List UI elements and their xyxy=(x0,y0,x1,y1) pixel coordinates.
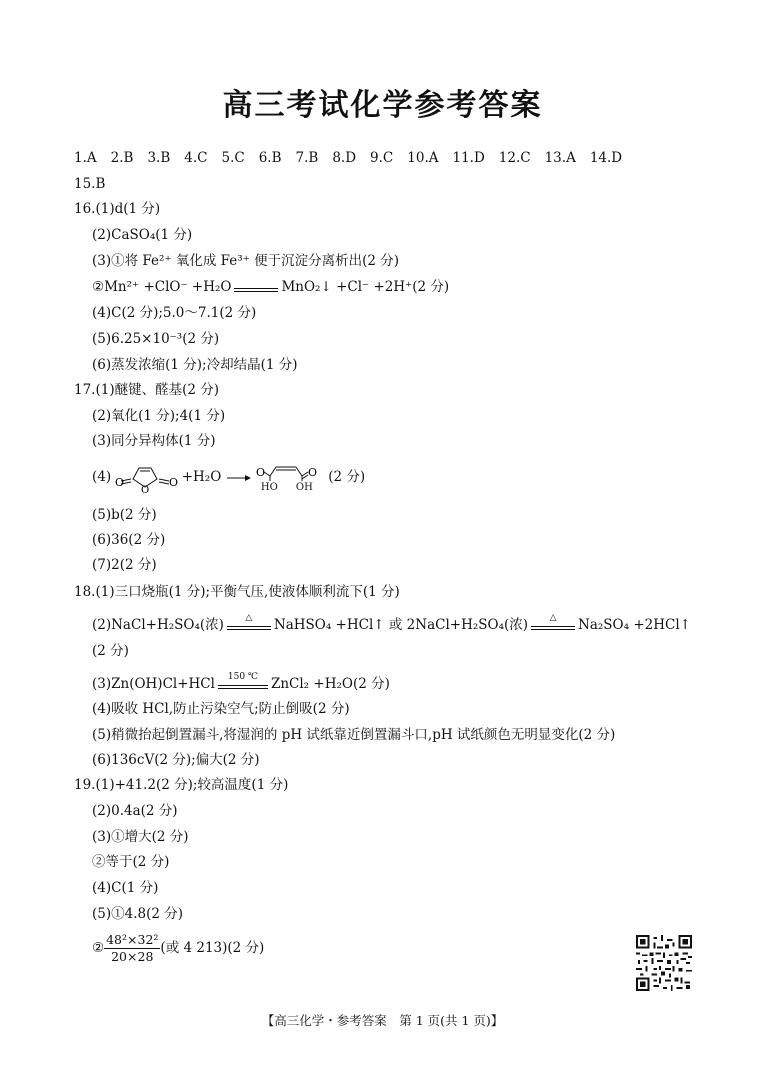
q18-equation xyxy=(92,612,691,635)
condition-arrow xyxy=(218,671,268,694)
mcq-item: 14.D xyxy=(589,150,623,166)
maleic-anhydride-structure xyxy=(115,463,179,496)
mcq-item: 5.C xyxy=(221,150,245,166)
q18-line: (2 分) xyxy=(92,643,129,659)
q18-line: (6)136cV(2 分);偏大(2 分) xyxy=(92,752,260,768)
equation-left: (3)Zn(OH)Cl+HCl xyxy=(92,676,215,692)
equals-sign xyxy=(234,279,278,297)
page-footer: 【高三化学・参考答案 第 1 页(共 1 页)】 xyxy=(261,1013,504,1028)
mcq-item: 1.A xyxy=(74,150,97,166)
mcq-item: 13.A xyxy=(544,150,576,166)
q19-line: (3)①增大(2 分) xyxy=(92,829,189,845)
mcq-item: 9.C xyxy=(370,150,394,166)
hydroxyl-label: OH xyxy=(295,481,313,493)
q17-score: (2 分) xyxy=(328,469,366,485)
equation-right: Na₂SO₄ +2HCl↑ xyxy=(578,617,691,633)
q17-line: (6)36(2 分) xyxy=(92,532,166,548)
heat-arrow xyxy=(531,612,575,635)
mcq-item: 2.B xyxy=(110,150,134,166)
q16-line: (2)CaSO₄(1 分) xyxy=(92,227,193,243)
svg-text:O: O xyxy=(307,465,317,479)
reaction-arrow xyxy=(226,471,252,485)
q17-line: (3)同分异构体(1 分) xyxy=(92,433,216,449)
q18-line: 18.(1)三口烧瓶(1 分);平衡气压,使液体顺利流下(1 分) xyxy=(74,584,400,600)
maleic-acid-structure xyxy=(256,463,324,493)
q16-line: (3)①将 Fe²⁺ 氧化成 Fe³⁺ 便于沉淀分离析出(2 分) xyxy=(92,253,400,269)
q17-reaction xyxy=(92,462,366,496)
q17-line: (7)2(2 分) xyxy=(92,557,157,573)
q18-equation xyxy=(92,671,390,694)
qr-code-icon xyxy=(636,935,692,991)
q19-line: 19.(1)+41.2(2 分);较高温度(1 分) xyxy=(74,777,289,793)
equation-right: MnO₂↓ +Cl⁻ +2H⁺(2 分) xyxy=(281,279,450,295)
q16-line: 16.(1)d(1 分) xyxy=(74,201,161,217)
svg-text:O: O xyxy=(255,465,265,479)
svg-text:O: O xyxy=(115,475,125,489)
q19-score: (或 4 213)(2 分) xyxy=(160,940,265,956)
heat-symbol: △ xyxy=(245,612,253,623)
mcq-answer-15: 15.B xyxy=(74,176,106,192)
equation-left: (2)NaCl+H₂SO₄(浓) xyxy=(92,617,224,633)
mcq-item: 7.B xyxy=(295,150,319,166)
q19-line: ②等于(2 分) xyxy=(92,854,170,870)
mcq-item: 3.B xyxy=(147,150,171,166)
equation-right: ZnCl₂ +H₂O(2 分) xyxy=(270,676,390,692)
water-term: +H₂O xyxy=(181,469,222,485)
q17-line: (5)b(2 分) xyxy=(92,507,157,523)
q18-line: (4)吸收 HCl,防止污染空气;防止倒吸(2 分) xyxy=(92,701,350,717)
q17-sub-label: (4) xyxy=(92,469,112,485)
svg-text:O: O xyxy=(141,484,150,496)
svg-text:O: O xyxy=(169,475,179,489)
q16-line: (6)蒸发浓缩(1 分);冷却结晶(1 分) xyxy=(92,357,298,373)
mcq-item: 11.D xyxy=(452,150,485,166)
q17-line: (2)氧化(1 分);4(1 分) xyxy=(92,408,226,424)
fraction-numerator: 48²×32² xyxy=(106,932,159,947)
equation-left: ②Mn²⁺ +ClO⁻ +H₂O xyxy=(92,279,232,295)
mcq-answers xyxy=(74,149,622,167)
temperature-condition: 150 ℃ xyxy=(227,671,258,682)
mcq-item: 12.C xyxy=(498,150,531,166)
hydroxyl-label: HO xyxy=(260,481,278,493)
fraction-denominator: 20×28 xyxy=(111,949,154,964)
q19-line: (2)0.4a(2 分) xyxy=(92,803,178,819)
q18-line: (5)稍微抬起倒置漏斗,将湿润的 pH 试纸靠近倒置漏斗口,pH 试纸颜色无明显变化(2 分) xyxy=(92,727,616,743)
q19-sub-label: ② xyxy=(92,940,105,956)
mcq-item: 8.D xyxy=(332,150,357,166)
mcq-item: 6.B xyxy=(258,150,282,166)
mcq-item: 10.A xyxy=(407,150,439,166)
heat-arrow xyxy=(227,612,271,635)
equation-middle: NaHSO₄ +HCl↑ 或 2NaCl+H₂SO₄(浓) xyxy=(273,617,529,633)
mcq-item: 4.C xyxy=(184,150,208,166)
q16-line: (4)C(2 分);5.0～7.1(2 分) xyxy=(92,305,257,321)
q19-line: (4)C(1 分) xyxy=(92,880,159,896)
heat-symbol: △ xyxy=(549,612,557,623)
q19-fraction-line xyxy=(92,930,264,966)
q17-line: 17.(1)醚键、醛基(2 分) xyxy=(74,382,220,398)
q16-equation xyxy=(92,278,449,297)
page-title: 高三考试化学参考答案 xyxy=(222,88,543,123)
q16-line: (5)6.25×10⁻³(2 分) xyxy=(92,331,220,347)
equilibrium-fraction xyxy=(104,932,160,965)
q19-line: (5)①4.8(2 分) xyxy=(92,906,184,922)
